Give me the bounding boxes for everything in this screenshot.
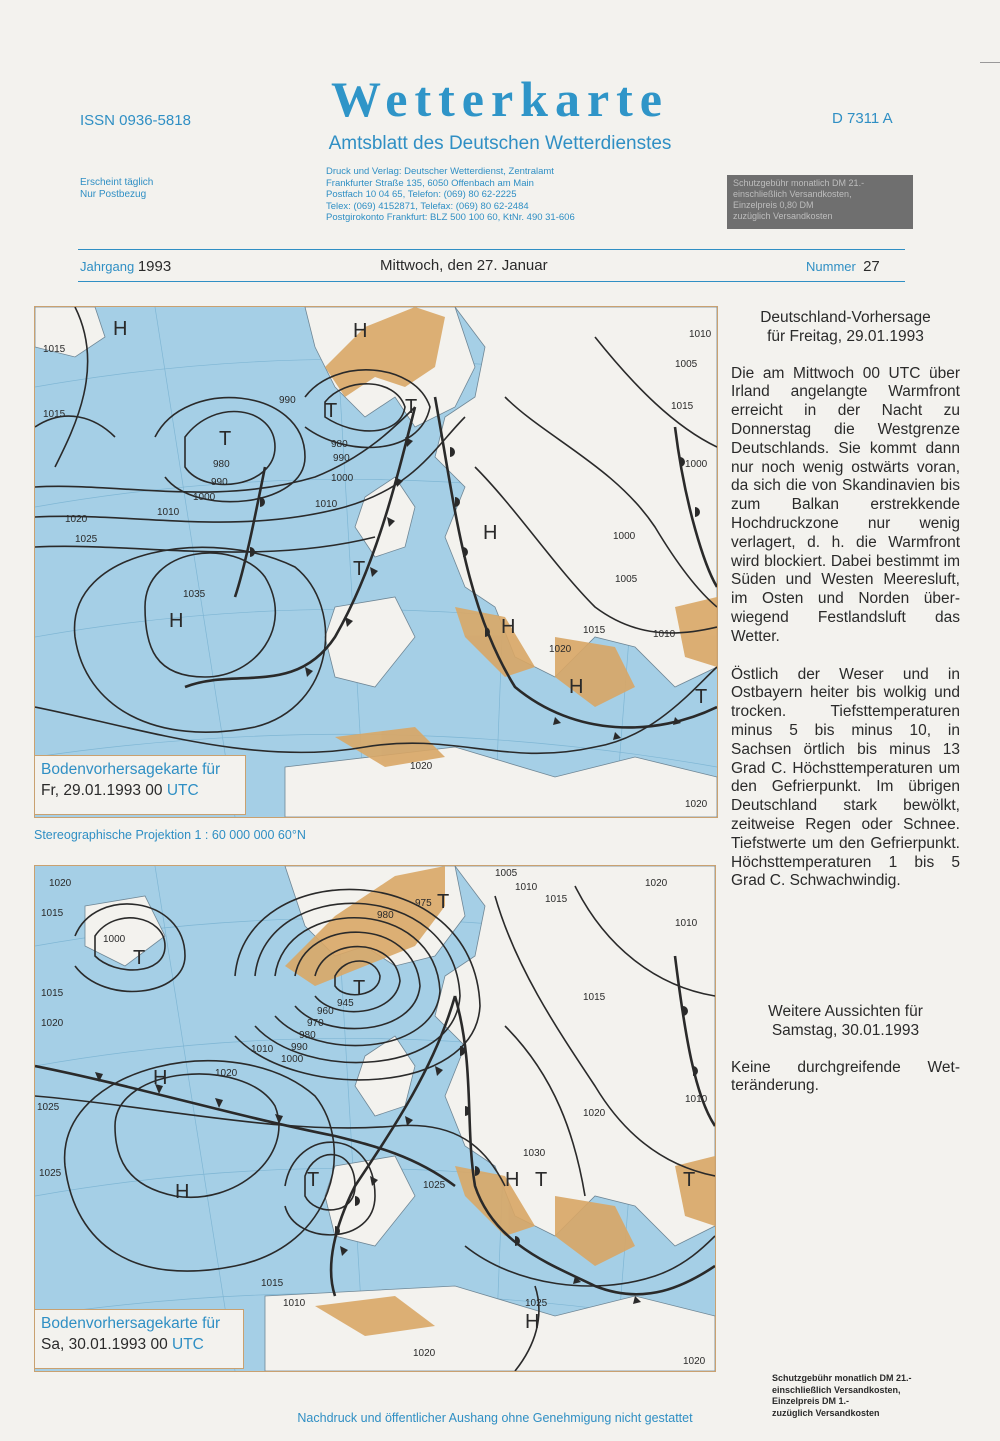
forecast-heading-date: für Freitag, 29.01.1993 — [767, 327, 924, 345]
fee-line: Einzelpreis DM 1.- — [772, 1396, 850, 1406]
projection-note: Stereographische Projektion 1 : 60 000 000 60°N — [34, 828, 306, 842]
low-marker: T — [325, 400, 338, 422]
jahrgang-value: 1993 — [137, 258, 172, 275]
isobar-value: 1010 — [653, 629, 676, 640]
postal-code: D 7311 A — [832, 110, 893, 127]
high-marker: H — [569, 676, 584, 698]
nummer-value: 27 — [863, 258, 880, 275]
low-marker: T — [353, 558, 366, 580]
issue-number — [806, 258, 880, 275]
isobar-value: 1015 — [545, 894, 568, 905]
isobar-value: 1015 — [43, 409, 66, 420]
map1-caption — [34, 755, 246, 815]
isobar-value: 1025 — [37, 1102, 60, 1113]
isobar-value: 1025 — [423, 1180, 446, 1191]
fee-line: einschließlich Versandkosten, — [772, 1384, 901, 1395]
isobar-value: 1020 — [583, 1108, 606, 1119]
isobar-value: 1010 — [283, 1298, 306, 1309]
isobar-value: 980 — [331, 439, 348, 450]
publisher-line: Postgirokonto Frankfurt: BLZ 500 100 60, KtNr. 490 31-606 — [326, 212, 575, 223]
outlook-heading-date: Samstag, 30.01.1993 — [771, 1021, 920, 1039]
low-marker: T — [353, 977, 366, 999]
isobar-value: 1020 — [49, 878, 72, 889]
isobar-value: 990 — [333, 453, 350, 464]
map2-caption-utc: UTC — [172, 1336, 204, 1353]
isobar-value: 1020 — [41, 1018, 64, 1029]
publisher-line: Frankfurter Straße 135, 6050 Offenbach am Main — [326, 177, 534, 189]
isobar-value: 945 — [337, 998, 354, 1009]
publisher-line: Postfach 10 04 65, Telefon: (069) 80 62-2225 — [326, 189, 517, 200]
isobar-value: 1010 — [675, 918, 698, 929]
high-marker: H — [169, 610, 184, 632]
isobar-value: 1000 — [103, 934, 126, 945]
low-marker: T — [535, 1169, 548, 1191]
fee-line: zuzüglich Versandkosten — [733, 211, 833, 221]
low-marker: T — [437, 891, 450, 913]
isobar-value: 1015 — [583, 625, 606, 636]
map2-caption — [34, 1309, 244, 1369]
fee-line: zuzüglich Versandkosten — [772, 1407, 880, 1418]
map2-caption-date: Sa, 30.01.1993 00 — [41, 1336, 168, 1353]
publisher-line: Telex: (069) 4152871, Telefax: (069) 80 62-2484 — [326, 200, 529, 212]
low-marker: T — [133, 947, 146, 969]
isobar-value: 990 — [279, 395, 296, 406]
outlook-heading: Weitere Aussichten für — [768, 1003, 923, 1020]
weather-map-saturday — [34, 865, 716, 1372]
high-marker: H — [353, 320, 368, 342]
nummer-label: Nummer — [806, 259, 856, 274]
isobar-value: 1010 — [315, 499, 338, 510]
isobar-value: 1020 — [683, 1356, 706, 1367]
map1-caption-utc: UTC — [166, 782, 199, 799]
isobar-value: 960 — [317, 1006, 334, 1017]
high-marker: H — [505, 1169, 520, 1191]
isobar-value: 1005 — [495, 868, 518, 879]
isobar-value: 1000 — [613, 531, 636, 542]
fee-line: Schutzgebühr monatlich DM 21.- — [772, 1373, 912, 1383]
isobar-value: 1035 — [183, 589, 206, 600]
isobar-value: 980 — [299, 1030, 316, 1041]
publisher-info — [326, 166, 575, 224]
forecast-column — [731, 309, 960, 891]
isobar-value: 1015 — [41, 908, 64, 919]
map1-caption-title: Bodenvorhersagekarte für — [41, 761, 221, 778]
isobar-value: 1020 — [413, 1348, 436, 1359]
divider-top — [78, 249, 905, 250]
isobar-value: 1010 — [515, 882, 538, 893]
outlook-section — [731, 1003, 960, 1096]
isobar-value: 1015 — [41, 988, 64, 999]
publication-note — [80, 177, 153, 201]
isobar-value: 1020 — [549, 644, 572, 655]
isobar-value: 1010 — [157, 507, 180, 518]
isobar-value: 990 — [291, 1042, 308, 1053]
isobar-value: 1010 — [689, 329, 712, 340]
isobar-value: 1010 — [685, 1094, 708, 1105]
jahrgang — [80, 258, 171, 275]
issn: ISSN 0936-5818 — [80, 112, 191, 129]
isobar-value: 1020 — [65, 514, 88, 525]
isobar-value: 1025 — [525, 1298, 548, 1309]
isobar-value: 1015 — [671, 401, 694, 412]
isobar-value: 1015 — [43, 344, 66, 355]
margin-mark — [980, 62, 1000, 63]
isobar-value: 1020 — [215, 1068, 238, 1079]
isobar-value: 1025 — [75, 534, 98, 545]
high-marker: H — [501, 616, 516, 638]
forecast-paragraph-2: Östlich der Weser und in Ostbayern heiter bis wolkig und trocken. Tiefsttemperaturen minus 5 bis minus 10, in Sachsen örtlich bis minus 13 Grad C. Höchsttemperaturen um den Gefrierpunkt. Im übrigen Deutschland stark bewölkt, zeitweise Regen oder Schnee. Tiefstwerte um den Gefrierpunkt. Höchsttemperaturen 1 bis 5 Grad C. Schwachwindig. — [731, 665, 960, 890]
publication-note-line: Nur Postbezug — [80, 189, 147, 200]
forecast-heading: Deutschland-Vorhersage — [760, 309, 931, 326]
isobar-value: 1000 — [331, 473, 354, 484]
high-marker: H — [525, 1311, 540, 1333]
isobar-value: 1020 — [410, 761, 433, 772]
newspaper-title: Wetterkarte — [331, 71, 669, 127]
low-marker: T — [695, 686, 708, 708]
newspaper-subtitle: Amtsblatt des Deutschen Wetterdienstes — [328, 133, 672, 154]
isobar-value: 1025 — [39, 1168, 62, 1179]
low-marker: T — [307, 1169, 320, 1191]
fee-line: Einzelpreis 0,80 DM — [733, 200, 814, 210]
low-marker: T — [683, 1169, 696, 1191]
map-graphic — [35, 307, 717, 817]
isobar-value: 1010 — [251, 1044, 274, 1055]
isobar-value: 1000 — [281, 1054, 304, 1065]
outlook-text: Keine durchgreifende Wetteränderung. — [731, 1058, 960, 1095]
isobar-value: 990 — [211, 477, 228, 488]
fee-box-stamp — [727, 175, 913, 229]
divider-bottom — [78, 281, 905, 282]
high-marker: H — [175, 1181, 190, 1203]
issue-date: Mittwoch, den 27. Januar — [380, 257, 548, 274]
isobar-value: 1015 — [583, 992, 606, 1003]
high-marker: H — [113, 318, 128, 340]
isobar-value: 1005 — [675, 359, 698, 370]
low-marker: T — [405, 396, 418, 418]
jahrgang-label: Jahrgang — [80, 259, 135, 274]
isobar-value: 980 — [213, 459, 230, 470]
fee-line: Schutzgebühr monatlich DM 21.- — [733, 178, 865, 188]
isobar-value: 1000 — [193, 492, 216, 503]
reprint-notice: Nachdruck und öffentlicher Aushang ohne Genehmigung nicht gestattet — [297, 1411, 693, 1425]
isobar-value: 1000 — [685, 459, 708, 470]
isobar-value: 980 — [377, 910, 394, 921]
weather-map-friday — [34, 306, 718, 818]
high-marker: H — [153, 1067, 168, 1089]
forecast-paragraph-1: Die am Mittwoch 00 UTC über Irland angelangte Warmfront erreicht in der Nacht zu Donnerstag die Westgrenze Deutschlands. Sie kommt dann nur noch wenig ostwärts voran, da sich die von Skandinavien bis zum Balkan erstrekkende Hochdruckzone nur wenig verlagert, d. h. die Warmfront wird blockiert. Dabei bestimmt im Süden und Westen Meeresluft, im Osten und Norden überwiegend Festlandsluft das Wetter. — [731, 364, 960, 645]
isobar-value: 1005 — [615, 574, 638, 585]
isobar-value: 1015 — [261, 1278, 284, 1289]
high-marker: H — [483, 522, 498, 544]
map-graphic — [35, 866, 715, 1371]
publication-note-line: Erscheint täglich — [80, 177, 154, 188]
isobar-value: 1020 — [645, 878, 668, 889]
isobar-value: 970 — [307, 1018, 324, 1029]
isobar-value: 975 — [415, 898, 432, 909]
isobar-value: 1030 — [523, 1148, 546, 1159]
isobar-value: 1020 — [685, 799, 708, 810]
publisher-line: Druck und Verlag: Deutscher Wetterdienst, Zentralamt — [326, 166, 554, 177]
map1-caption-date: Fr, 29.01.1993 00 — [41, 782, 163, 799]
map2-caption-title: Bodenvorhersagekarte für — [41, 1315, 221, 1332]
low-marker: T — [219, 428, 232, 450]
fee-line: einschließlich Versandkosten, — [733, 189, 852, 199]
